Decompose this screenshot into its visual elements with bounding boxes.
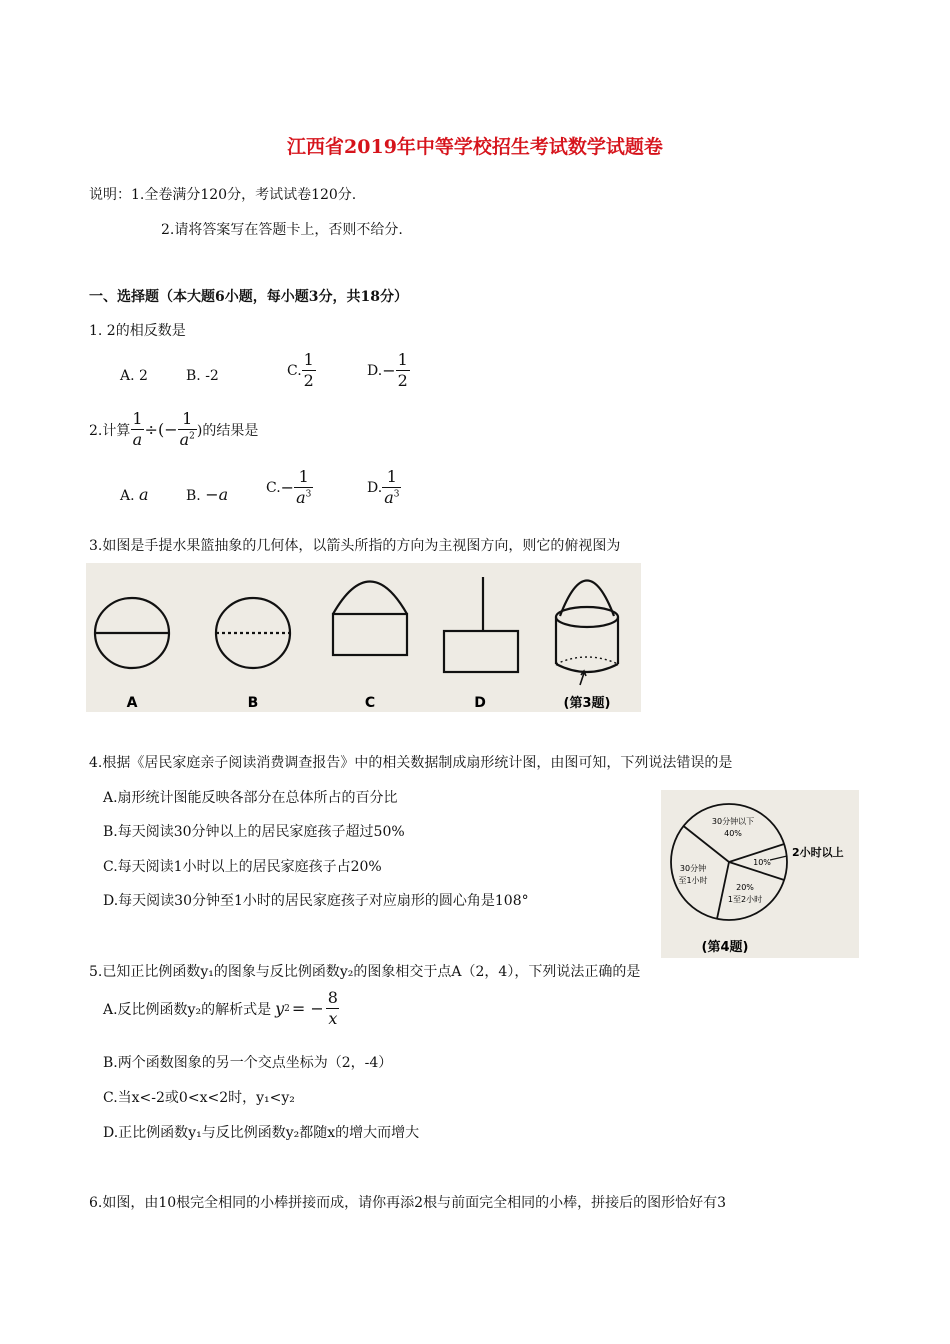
option-d-rect	[444, 631, 518, 672]
q4-pie-figure	[661, 790, 859, 958]
q2-a-label: A.	[120, 488, 135, 504]
q3-figure-svg	[86, 563, 641, 712]
q3-label-d: D	[474, 695, 486, 711]
q3-label-c: C	[364, 695, 376, 711]
q4-pie-svg	[661, 790, 859, 958]
q2-d-num: 1	[386, 467, 397, 486]
q3-label-a: A	[126, 695, 138, 711]
q5-a-sub: 2	[284, 1003, 290, 1014]
q6-stem: 6.如图，由10根完全相同的小棒拼接而成，请你再添2根与前面完全相同的小棒，拼接后的图形恰好有3	[89, 1195, 726, 1211]
q1-c-den: 2	[303, 371, 314, 390]
q4-option-b: B.每天阅读30分钟以上的居民家庭孩子超过50%	[103, 824, 405, 840]
q2-frac1-num: 1	[132, 409, 143, 428]
q2-suffix: )的结果是	[196, 422, 259, 439]
basket-top-ellipse	[556, 607, 618, 627]
q2-option-a	[120, 485, 149, 504]
basket-bottom-back	[556, 657, 618, 664]
q2-d-sup3: 3	[393, 489, 400, 500]
q5-a-num: 8	[327, 988, 338, 1007]
q1-c-fraction	[302, 352, 316, 389]
pie-callout-line	[770, 856, 787, 860]
pie-s1-value: 40%	[724, 829, 742, 838]
q2-prefix: 2.计算	[89, 422, 131, 439]
pie-divider-4	[717, 862, 729, 919]
q5-a-text: A.反比例函数y₂的解析式是	[103, 1001, 272, 1018]
q2-sup2: 2	[189, 431, 195, 442]
q2-frac2	[178, 411, 197, 448]
q2-option-b	[186, 485, 228, 504]
notes-line1	[89, 184, 356, 204]
q2-frac2-den	[178, 429, 197, 448]
notes-label: 说明：	[89, 187, 131, 203]
pie-callout-label: 2小时以上	[792, 846, 844, 859]
q2-d-den	[382, 487, 401, 506]
q5-a-eq: = −	[291, 999, 324, 1018]
q1-option-a: A. 2	[120, 368, 148, 384]
pie-divider-1	[684, 826, 730, 862]
q5-option-a	[103, 990, 340, 1027]
q5-a-y: y	[275, 999, 285, 1018]
notes-text1: 1.全卷满分120分，考试试卷120分.	[131, 187, 357, 203]
section-heading: 一、选择题（本大题6小题，每小题3分，共18分）	[89, 289, 408, 305]
q2-div: ÷(−	[144, 420, 178, 439]
q2-frac1-den: a	[132, 430, 143, 449]
q5-stem: 5.已知正比例函数y₁的图象与反比例函数y₂的图象相交于点A（2，4），下列说法正确的是	[89, 964, 641, 980]
q2-stem	[89, 411, 258, 448]
q2-b-value: −a	[205, 485, 229, 504]
q2-c-fraction	[294, 469, 313, 506]
q2-c-label: C.	[266, 479, 281, 496]
q1-option-d	[367, 352, 410, 389]
q4-option-a: A.扇形统计图能反映各部分在总体所占的百分比	[103, 790, 398, 806]
q1-stem: 1. 2的相反数是	[89, 323, 186, 339]
q5-a-fraction	[326, 990, 340, 1027]
q1-d-minus: −	[382, 361, 396, 380]
pie-s2-label2: 至1小时	[678, 876, 708, 885]
q1-option-b: B. -2	[186, 368, 219, 384]
q2-d-label: D.	[367, 479, 383, 496]
q2-a-value: a	[139, 485, 149, 504]
q1-d-den: 2	[397, 371, 408, 390]
page-title: 江西省2019年中等学校招生考试数学试题卷	[287, 136, 663, 158]
basket-bottom-front	[556, 664, 618, 672]
q1-d-fraction	[396, 352, 410, 389]
q4-option-c: C.每天阅读1小时以上的居民家庭孩子占20%	[103, 859, 382, 875]
q1-d-label: D.	[367, 362, 383, 379]
option-c-rect	[333, 614, 407, 655]
q2-d-a: a	[384, 488, 394, 507]
q3-figure	[86, 563, 641, 712]
q3-label-b: B	[247, 695, 259, 711]
q3-caption: (第3题)	[563, 696, 611, 711]
q2-c-den	[294, 487, 313, 506]
pie-s3-value: 10%	[753, 858, 771, 867]
q5-option-c: C.当x<-2或0<x<2时，y₁<y₂	[103, 1090, 295, 1106]
q2-d-fraction	[382, 469, 401, 506]
pie-s1-label: 30分钟以下	[711, 817, 755, 826]
q4-stem: 4.根据《居民家庭亲子阅读消费调查报告》中的相关数据制成扇形统计图，由图可知，下列说法错误的是	[89, 755, 733, 771]
q5-option-d: D.正比例函数y₁与反比例函数y₂都随x的增大而增大	[103, 1125, 420, 1141]
q2-c-a: a	[296, 488, 306, 507]
q1-d-num: 1	[397, 350, 408, 369]
q2-option-c	[266, 469, 313, 506]
q5-option-b: B.两个函数图象的另一个交点坐标为（2，-4）	[103, 1055, 393, 1071]
pie-s4-value: 20%	[736, 883, 754, 892]
q1-option-c	[287, 352, 316, 389]
q2-frac1	[130, 411, 144, 448]
basket-handle	[560, 581, 614, 617]
q2-option-d	[367, 469, 401, 506]
q1-c-label: C.	[287, 362, 302, 379]
q2-c-sup3: 3	[305, 489, 312, 500]
notes-line2: 2.请将答案写在答题卡上，否则不给分.	[161, 222, 403, 238]
q2-b-label: B.	[186, 488, 201, 504]
q1-c-num: 1	[303, 350, 314, 369]
q5-a-den: x	[328, 1009, 338, 1028]
q4-caption: (第4题)	[701, 940, 749, 955]
q3-stem: 3.如图是手提水果篮抽象的几何体，以箭头所指的方向为主视图方向，则它的俯视图为	[89, 538, 621, 554]
q4-option-d: D.每天阅读30分钟至1小时的居民家庭孩子对应扇形的圆心角是108°	[103, 893, 529, 909]
pie-s2-label: 30分钟	[679, 864, 707, 873]
q2-c-minus: −	[280, 478, 295, 497]
pie-s4-label: 1至2小时	[727, 895, 763, 904]
q2-c-num: 1	[298, 467, 309, 486]
q2-frac2-num: 1	[182, 409, 193, 428]
q2-a: a	[179, 430, 190, 449]
option-c-arch	[333, 582, 407, 615]
